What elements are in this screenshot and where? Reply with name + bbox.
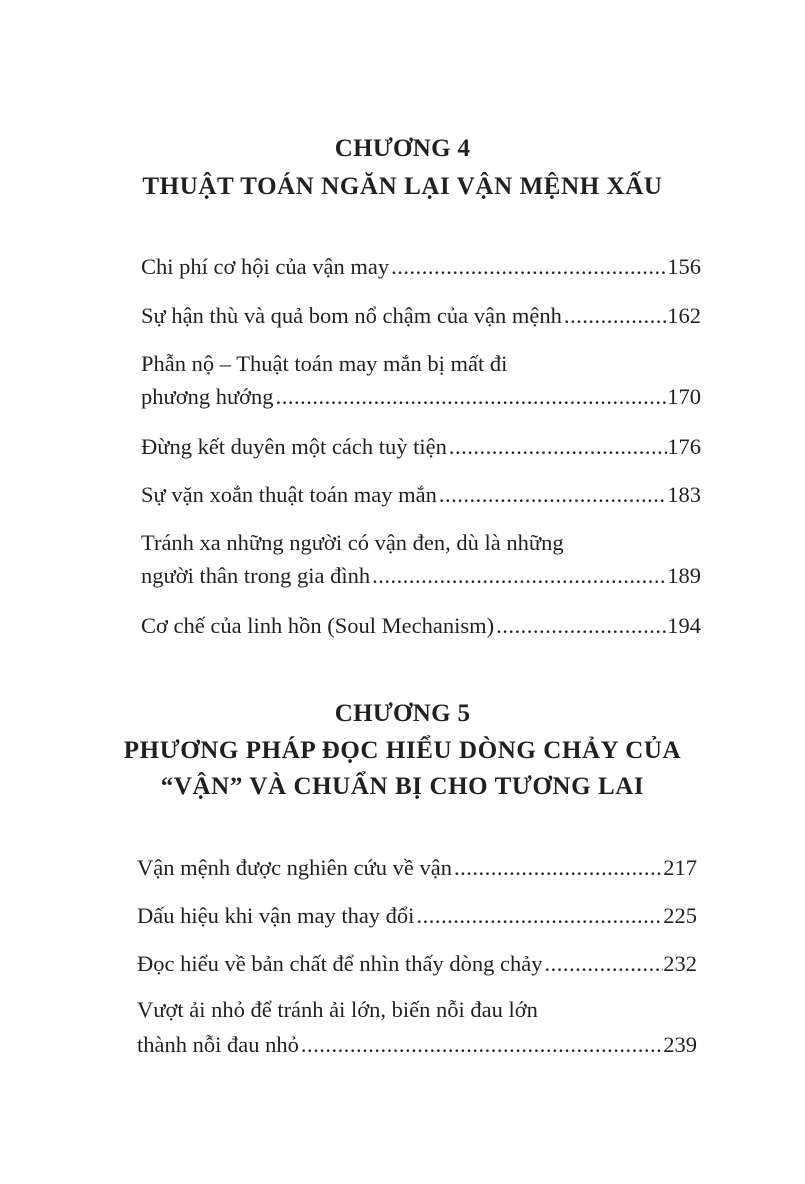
toc-entry-title-line1: Tránh xa những người có vận đen, dù là những: [141, 530, 564, 555]
leader-dots: [391, 252, 667, 282]
chapter-5-title-line1: PHƯƠNG PHÁP ĐỌC HIỂU DÒNG CHẢY CỦA: [123, 737, 682, 764]
toc-page-number: 176: [667, 434, 701, 459]
toc-page-number: 162: [667, 303, 701, 328]
toc-entry-title: thành nỗi đau nhỏ: [137, 1030, 301, 1060]
leader-dots: [496, 611, 667, 641]
toc-entry[interactable]: [141, 252, 701, 282]
toc-page-number: 170: [667, 384, 701, 409]
toc-entry-title: Đọc hiểu về bản chất để nhìn thấy dòng chảy: [137, 949, 545, 979]
toc-entry[interactable]: [137, 949, 697, 979]
toc-page-number: 217: [663, 855, 697, 880]
toc-page-number: 194: [667, 613, 701, 638]
leader-dots: [276, 382, 668, 412]
toc-entry[interactable]: [141, 432, 701, 462]
toc-entry-title: người thân trong gia đình: [141, 561, 372, 591]
toc-entry-title: Cơ chế của linh hồn (Soul Mechanism): [141, 611, 496, 641]
leader-dots: [545, 949, 664, 979]
toc-entry-title: Sự vặn xoắn thuật toán may mắn: [141, 480, 439, 510]
toc-entry[interactable]: [137, 853, 697, 883]
chapter-4-number: CHƯƠNG 4: [334, 135, 471, 162]
toc-entry-title: Dấu hiệu khi vận may thay đổi: [137, 901, 416, 931]
toc-entry-title: Vận mệnh được nghiên cứu về vận: [137, 853, 454, 883]
toc-page-number: 225: [663, 903, 697, 928]
toc-page-number: 189: [667, 563, 701, 588]
chapter-5-number: CHƯƠNG 5: [334, 700, 471, 727]
toc-entry-title-line1: Phẫn nộ – Thuật toán may mắn bị mất đi: [141, 351, 508, 376]
toc-entry-title: Chi phí cơ hội của vận may: [141, 252, 391, 282]
toc-page-number: 239: [663, 1032, 697, 1057]
toc-page-number: 183: [667, 482, 701, 507]
toc-entry-title: Đừng kết duyên một cách tuỳ tiện: [141, 432, 449, 462]
toc-entry[interactable]: [141, 528, 701, 591]
toc-page-number: 232: [663, 951, 697, 976]
toc-entry-title: Sự hận thù và quả bom nổ chậm của vận mệnh: [141, 301, 564, 331]
chapter-5-heading: [0, 697, 805, 804]
leader-dots: [416, 901, 663, 931]
toc-page-number: 156: [667, 254, 701, 279]
chapter-4-heading: [0, 132, 805, 204]
leader-dots: [301, 1030, 663, 1060]
toc-entry-title: phương hướng: [141, 382, 276, 412]
leader-dots: [449, 432, 667, 462]
chapter-4-title: THUẬT TOÁN NGĂN LẠI VẬN MỆNH XẤU: [142, 173, 663, 200]
leader-dots: [454, 853, 663, 883]
chapter-5-title-line2: “VẬN” VÀ CHUẨN BỊ CHO TƯƠNG LAI: [160, 773, 645, 800]
toc-entry-title-line1: Vượt ải nhỏ để tránh ải lớn, biến nỗi đau lớn: [137, 997, 538, 1022]
toc-entry[interactable]: [141, 611, 701, 641]
toc-entry[interactable]: [137, 995, 697, 1060]
leader-dots: [564, 301, 667, 331]
toc-entry[interactable]: [141, 349, 701, 412]
leader-dots: [372, 561, 667, 591]
toc-entry[interactable]: [141, 480, 701, 510]
toc-entry[interactable]: [137, 901, 697, 931]
toc-entry[interactable]: [141, 301, 701, 331]
leader-dots: [439, 480, 667, 510]
